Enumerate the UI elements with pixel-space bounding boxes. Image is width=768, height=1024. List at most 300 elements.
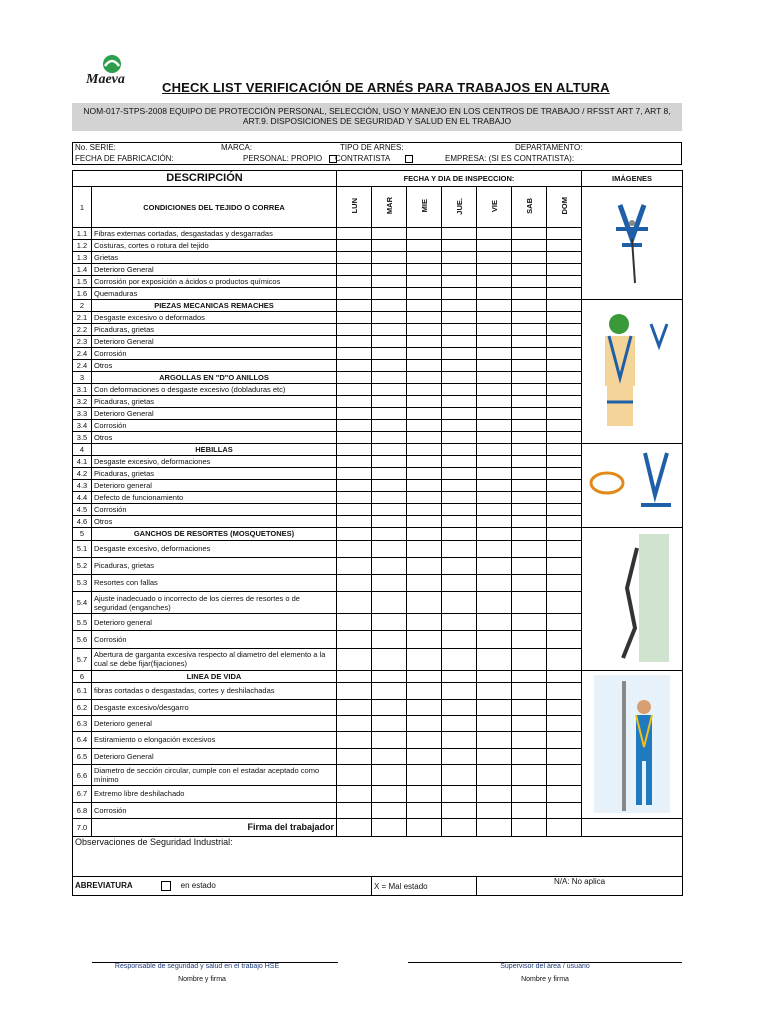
section-3-check-sab[interactable] (512, 372, 547, 384)
firma-check-sab[interactable] (512, 819, 547, 837)
item-1.6-check-lun[interactable] (337, 288, 372, 300)
item-6.1-check-dom[interactable] (547, 683, 582, 699)
item-6.6-check-vie[interactable] (477, 764, 512, 785)
item-4.4-check-lun[interactable] (337, 492, 372, 504)
item-2.4-check-mar[interactable] (372, 360, 407, 372)
section-5-check-mar[interactable] (372, 528, 407, 541)
item-1.4-check-lun[interactable] (337, 264, 372, 276)
section-2-check-lun[interactable] (337, 300, 372, 312)
section-5-check-vie[interactable] (477, 528, 512, 541)
item-2.1-check-lun[interactable] (337, 312, 372, 324)
section-3-check-mie[interactable] (407, 372, 442, 384)
item-4.3-check-vie[interactable] (477, 480, 512, 492)
item-3.4-check-mar[interactable] (372, 420, 407, 432)
item-2.3-check-sab[interactable] (512, 336, 547, 348)
item-3.3-check-mie[interactable] (407, 408, 442, 420)
item-2.2-check-sab[interactable] (512, 324, 547, 336)
item-4.4-check-mar[interactable] (372, 492, 407, 504)
item-3.1-check-lun[interactable] (337, 384, 372, 396)
item-5.6-check-jue[interactable] (442, 631, 477, 648)
item-6.5-check-vie[interactable] (477, 748, 512, 764)
item-2.4-check-jue[interactable] (442, 348, 477, 360)
item-4.6-check-jue[interactable] (442, 516, 477, 528)
item-5.2-check-mar[interactable] (372, 557, 407, 574)
section-2-check-vie[interactable] (477, 300, 512, 312)
item-5.3-check-sab[interactable] (512, 574, 547, 591)
item-4.6-check-mie[interactable] (407, 516, 442, 528)
item-4.5-check-sab[interactable] (512, 504, 547, 516)
section-2-check-mar[interactable] (372, 300, 407, 312)
item-2.4-check-lun[interactable] (337, 348, 372, 360)
item-6.4-check-mar[interactable] (372, 732, 407, 748)
section-6-check-sab[interactable] (512, 671, 547, 683)
item-3.2-check-mar[interactable] (372, 396, 407, 408)
item-2.3-check-lun[interactable] (337, 336, 372, 348)
item-4.1-check-mar[interactable] (372, 456, 407, 468)
item-1.3-check-mar[interactable] (372, 252, 407, 264)
item-6.4-check-jue[interactable] (442, 732, 477, 748)
item-4.1-check-vie[interactable] (477, 456, 512, 468)
item-2.1-check-jue[interactable] (442, 312, 477, 324)
item-3.3-check-vie[interactable] (477, 408, 512, 420)
section-6-check-dom[interactable] (547, 671, 582, 683)
item-2.2-check-mar[interactable] (372, 324, 407, 336)
section-4-check-jue[interactable] (442, 444, 477, 456)
item-6.3-check-mar[interactable] (372, 715, 407, 731)
item-6.8-check-vie[interactable] (477, 802, 512, 818)
item-2.3-check-mie[interactable] (407, 336, 442, 348)
section-3-check-mar[interactable] (372, 372, 407, 384)
item-5.1-check-mie[interactable] (407, 540, 442, 557)
item-6.3-check-jue[interactable] (442, 715, 477, 731)
item-4.5-check-lun[interactable] (337, 504, 372, 516)
item-6.7-check-jue[interactable] (442, 786, 477, 802)
item-1.4-check-mie[interactable] (407, 264, 442, 276)
item-4.2-check-sab[interactable] (512, 468, 547, 480)
item-6.2-check-sab[interactable] (512, 699, 547, 715)
item-5.4-check-mar[interactable] (372, 591, 407, 613)
item-1.5-check-mie[interactable] (407, 276, 442, 288)
item-4.6-check-lun[interactable] (337, 516, 372, 528)
item-1.3-check-lun[interactable] (337, 252, 372, 264)
item-2.3-check-vie[interactable] (477, 336, 512, 348)
item-5.1-check-sab[interactable] (512, 540, 547, 557)
item-5.3-check-dom[interactable] (547, 574, 582, 591)
item-4.5-check-mie[interactable] (407, 504, 442, 516)
en-estado-checkbox[interactable] (161, 881, 171, 891)
item-6.1-check-lun[interactable] (337, 683, 372, 699)
item-6.8-check-mie[interactable] (407, 802, 442, 818)
item-3.3-check-mar[interactable] (372, 408, 407, 420)
item-4.5-check-jue[interactable] (442, 504, 477, 516)
section-4-check-sab[interactable] (512, 444, 547, 456)
item-4.3-check-mar[interactable] (372, 480, 407, 492)
item-2.1-check-vie[interactable] (477, 312, 512, 324)
item-1.2-check-mar[interactable] (372, 240, 407, 252)
item-5.2-check-dom[interactable] (547, 557, 582, 574)
item-6.6-check-lun[interactable] (337, 764, 372, 785)
item-6.5-check-dom[interactable] (547, 748, 582, 764)
item-5.1-check-mar[interactable] (372, 540, 407, 557)
item-3.3-check-sab[interactable] (512, 408, 547, 420)
item-3.1-check-dom[interactable] (547, 384, 582, 396)
item-3.1-check-sab[interactable] (512, 384, 547, 396)
item-3.5-check-mar[interactable] (372, 432, 407, 444)
item-1.2-check-lun[interactable] (337, 240, 372, 252)
item-5.3-check-mie[interactable] (407, 574, 442, 591)
item-4.2-check-mar[interactable] (372, 468, 407, 480)
item-6.4-check-dom[interactable] (547, 732, 582, 748)
item-3.2-check-jue[interactable] (442, 396, 477, 408)
item-2.4-check-mie[interactable] (407, 360, 442, 372)
item-1.1-check-vie[interactable] (477, 228, 512, 240)
item-5.4-check-lun[interactable] (337, 591, 372, 613)
item-3.5-check-mie[interactable] (407, 432, 442, 444)
item-2.4-check-dom[interactable] (547, 360, 582, 372)
section-3-check-vie[interactable] (477, 372, 512, 384)
item-5.3-check-mar[interactable] (372, 574, 407, 591)
firma-check-jue[interactable] (442, 819, 477, 837)
item-6.2-check-lun[interactable] (337, 699, 372, 715)
item-6.5-check-mie[interactable] (407, 748, 442, 764)
item-3.1-check-jue[interactable] (442, 384, 477, 396)
section-5-check-sab[interactable] (512, 528, 547, 541)
item-2.3-check-mar[interactable] (372, 336, 407, 348)
item-6.6-check-sab[interactable] (512, 764, 547, 785)
item-1.3-check-mie[interactable] (407, 252, 442, 264)
item-3.1-check-mie[interactable] (407, 384, 442, 396)
item-2.1-check-sab[interactable] (512, 312, 547, 324)
item-5.3-check-vie[interactable] (477, 574, 512, 591)
item-1.2-check-mie[interactable] (407, 240, 442, 252)
item-6.1-check-sab[interactable] (512, 683, 547, 699)
item-4.4-check-dom[interactable] (547, 492, 582, 504)
item-6.5-check-sab[interactable] (512, 748, 547, 764)
section-3-check-jue[interactable] (442, 372, 477, 384)
item-3.2-check-mie[interactable] (407, 396, 442, 408)
item-6.3-check-sab[interactable] (512, 715, 547, 731)
item-5.5-check-mar[interactable] (372, 614, 407, 631)
firma-check-dom[interactable] (547, 819, 582, 837)
item-2.4-check-mie[interactable] (407, 348, 442, 360)
item-5.5-check-sab[interactable] (512, 614, 547, 631)
item-3.4-check-mie[interactable] (407, 420, 442, 432)
item-2.2-check-mie[interactable] (407, 324, 442, 336)
item-5.7-check-mie[interactable] (407, 648, 442, 670)
item-5.1-check-dom[interactable] (547, 540, 582, 557)
section-3-check-dom[interactable] (547, 372, 582, 384)
item-1.3-check-sab[interactable] (512, 252, 547, 264)
item-1.1-check-lun[interactable] (337, 228, 372, 240)
section-5-check-mie[interactable] (407, 528, 442, 541)
item-1.2-check-vie[interactable] (477, 240, 512, 252)
item-4.3-check-mie[interactable] (407, 480, 442, 492)
item-1.2-check-jue[interactable] (442, 240, 477, 252)
item-3.1-check-mar[interactable] (372, 384, 407, 396)
item-5.4-check-mie[interactable] (407, 591, 442, 613)
item-6.1-check-mie[interactable] (407, 683, 442, 699)
item-6.1-check-mar[interactable] (372, 683, 407, 699)
item-3.3-check-dom[interactable] (547, 408, 582, 420)
item-5.6-check-mie[interactable] (407, 631, 442, 648)
item-6.3-check-lun[interactable] (337, 715, 372, 731)
item-3.2-check-vie[interactable] (477, 396, 512, 408)
item-6.3-check-vie[interactable] (477, 715, 512, 731)
item-2.2-check-lun[interactable] (337, 324, 372, 336)
section-2-check-sab[interactable] (512, 300, 547, 312)
item-1.1-check-jue[interactable] (442, 228, 477, 240)
section-6-check-jue[interactable] (442, 671, 477, 683)
item-2.4-check-vie[interactable] (477, 360, 512, 372)
item-1.4-check-dom[interactable] (547, 264, 582, 276)
item-4.1-check-lun[interactable] (337, 456, 372, 468)
item-2.4-check-mar[interactable] (372, 348, 407, 360)
item-5.7-check-sab[interactable] (512, 648, 547, 670)
section-4-check-mar[interactable] (372, 444, 407, 456)
item-5.4-check-sab[interactable] (512, 591, 547, 613)
item-6.4-check-mie[interactable] (407, 732, 442, 748)
item-5.4-check-jue[interactable] (442, 591, 477, 613)
item-6.8-check-sab[interactable] (512, 802, 547, 818)
item-1.4-check-vie[interactable] (477, 264, 512, 276)
item-6.7-check-sab[interactable] (512, 786, 547, 802)
item-1.5-check-lun[interactable] (337, 276, 372, 288)
item-2.4-check-jue[interactable] (442, 360, 477, 372)
item-6.4-check-vie[interactable] (477, 732, 512, 748)
section-4-check-lun[interactable] (337, 444, 372, 456)
item-1.3-check-dom[interactable] (547, 252, 582, 264)
item-5.2-check-jue[interactable] (442, 557, 477, 574)
item-5.1-check-lun[interactable] (337, 540, 372, 557)
item-1.1-check-mie[interactable] (407, 228, 442, 240)
item-3.5-check-vie[interactable] (477, 432, 512, 444)
item-4.1-check-sab[interactable] (512, 456, 547, 468)
item-1.5-check-sab[interactable] (512, 276, 547, 288)
item-5.2-check-vie[interactable] (477, 557, 512, 574)
item-4.4-check-sab[interactable] (512, 492, 547, 504)
item-2.4-check-sab[interactable] (512, 360, 547, 372)
item-6.8-check-dom[interactable] (547, 802, 582, 818)
item-4.2-check-lun[interactable] (337, 468, 372, 480)
item-6.4-check-lun[interactable] (337, 732, 372, 748)
item-5.7-check-jue[interactable] (442, 648, 477, 670)
item-1.4-check-mar[interactable] (372, 264, 407, 276)
item-2.1-check-mar[interactable] (372, 312, 407, 324)
item-6.2-check-mar[interactable] (372, 699, 407, 715)
item-6.7-check-dom[interactable] (547, 786, 582, 802)
item-5.6-check-dom[interactable] (547, 631, 582, 648)
item-5.6-check-vie[interactable] (477, 631, 512, 648)
item-6.2-check-vie[interactable] (477, 699, 512, 715)
item-5.2-check-sab[interactable] (512, 557, 547, 574)
item-3.2-check-lun[interactable] (337, 396, 372, 408)
item-1.5-check-vie[interactable] (477, 276, 512, 288)
item-5.5-check-vie[interactable] (477, 614, 512, 631)
item-5.1-check-jue[interactable] (442, 540, 477, 557)
item-3.4-check-jue[interactable] (442, 420, 477, 432)
section-6-check-lun[interactable] (337, 671, 372, 683)
section-4-check-mie[interactable] (407, 444, 442, 456)
firma-check-vie[interactable] (477, 819, 512, 837)
section-4-check-dom[interactable] (547, 444, 582, 456)
section-6-check-mie[interactable] (407, 671, 442, 683)
item-6.7-check-mie[interactable] (407, 786, 442, 802)
item-4.3-check-jue[interactable] (442, 480, 477, 492)
firma-check-lun[interactable] (337, 819, 372, 837)
section-5-check-jue[interactable] (442, 528, 477, 541)
item-2.4-check-dom[interactable] (547, 348, 582, 360)
item-6.8-check-jue[interactable] (442, 802, 477, 818)
item-5.3-check-jue[interactable] (442, 574, 477, 591)
item-4.5-check-mar[interactable] (372, 504, 407, 516)
item-4.5-check-dom[interactable] (547, 504, 582, 516)
item-6.6-check-mar[interactable] (372, 764, 407, 785)
item-4.4-check-mie[interactable] (407, 492, 442, 504)
item-1.3-check-vie[interactable] (477, 252, 512, 264)
item-1.2-check-sab[interactable] (512, 240, 547, 252)
item-3.2-check-dom[interactable] (547, 396, 582, 408)
item-4.5-check-vie[interactable] (477, 504, 512, 516)
item-1.6-check-dom[interactable] (547, 288, 582, 300)
item-6.5-check-jue[interactable] (442, 748, 477, 764)
item-4.3-check-dom[interactable] (547, 480, 582, 492)
item-4.3-check-lun[interactable] (337, 480, 372, 492)
item-4.2-check-vie[interactable] (477, 468, 512, 480)
firma-check-mie[interactable] (407, 819, 442, 837)
section-5-check-dom[interactable] (547, 528, 582, 541)
item-5.5-check-dom[interactable] (547, 614, 582, 631)
section-4-check-vie[interactable] (477, 444, 512, 456)
item-5.4-check-dom[interactable] (547, 591, 582, 613)
item-5.7-check-dom[interactable] (547, 648, 582, 670)
item-4.2-check-mie[interactable] (407, 468, 442, 480)
contratista-checkbox[interactable] (405, 155, 413, 163)
item-4.2-check-jue[interactable] (442, 468, 477, 480)
item-3.3-check-lun[interactable] (337, 408, 372, 420)
item-6.5-check-mar[interactable] (372, 748, 407, 764)
item-6.3-check-mie[interactable] (407, 715, 442, 731)
item-3.2-check-sab[interactable] (512, 396, 547, 408)
observaciones-field[interactable]: Observaciones de Seguridad Industrial: (73, 837, 683, 877)
firma-check-mar[interactable] (372, 819, 407, 837)
item-5.6-check-lun[interactable] (337, 631, 372, 648)
item-1.6-check-mar[interactable] (372, 288, 407, 300)
item-5.1-check-vie[interactable] (477, 540, 512, 557)
item-1.4-check-jue[interactable] (442, 264, 477, 276)
item-2.2-check-jue[interactable] (442, 324, 477, 336)
item-4.6-check-vie[interactable] (477, 516, 512, 528)
section-6-check-vie[interactable] (477, 671, 512, 683)
item-6.6-check-dom[interactable] (547, 764, 582, 785)
item-3.4-check-dom[interactable] (547, 420, 582, 432)
item-6.7-check-lun[interactable] (337, 786, 372, 802)
section-2-check-mie[interactable] (407, 300, 442, 312)
item-1.6-check-jue[interactable] (442, 288, 477, 300)
item-2.3-check-dom[interactable] (547, 336, 582, 348)
item-3.5-check-sab[interactable] (512, 432, 547, 444)
item-3.4-check-vie[interactable] (477, 420, 512, 432)
item-4.3-check-sab[interactable] (512, 480, 547, 492)
item-3.4-check-lun[interactable] (337, 420, 372, 432)
item-1.1-check-dom[interactable] (547, 228, 582, 240)
item-1.1-check-sab[interactable] (512, 228, 547, 240)
item-5.6-check-sab[interactable] (512, 631, 547, 648)
item-1.6-check-vie[interactable] (477, 288, 512, 300)
section-5-check-lun[interactable] (337, 528, 372, 541)
item-1.2-check-dom[interactable] (547, 240, 582, 252)
item-5.5-check-jue[interactable] (442, 614, 477, 631)
item-6.5-check-lun[interactable] (337, 748, 372, 764)
item-5.7-check-lun[interactable] (337, 648, 372, 670)
item-4.2-check-dom[interactable] (547, 468, 582, 480)
item-2.1-check-dom[interactable] (547, 312, 582, 324)
item-6.8-check-mar[interactable] (372, 802, 407, 818)
item-1.5-check-mar[interactable] (372, 276, 407, 288)
item-4.4-check-vie[interactable] (477, 492, 512, 504)
item-1.3-check-jue[interactable] (442, 252, 477, 264)
item-2.4-check-lun[interactable] (337, 360, 372, 372)
item-4.1-check-dom[interactable] (547, 456, 582, 468)
item-6.2-check-dom[interactable] (547, 699, 582, 715)
item-6.2-check-mie[interactable] (407, 699, 442, 715)
item-2.3-check-jue[interactable] (442, 336, 477, 348)
item-2.2-check-vie[interactable] (477, 324, 512, 336)
section-6-check-mar[interactable] (372, 671, 407, 683)
item-6.4-check-sab[interactable] (512, 732, 547, 748)
item-2.4-check-vie[interactable] (477, 348, 512, 360)
item-1.6-check-mie[interactable] (407, 288, 442, 300)
item-6.1-check-vie[interactable] (477, 683, 512, 699)
item-3.4-check-sab[interactable] (512, 420, 547, 432)
item-6.1-check-jue[interactable] (442, 683, 477, 699)
item-4.1-check-jue[interactable] (442, 456, 477, 468)
item-1.1-check-mar[interactable] (372, 228, 407, 240)
item-5.7-check-mar[interactable] (372, 648, 407, 670)
item-5.6-check-mar[interactable] (372, 631, 407, 648)
item-3.5-check-dom[interactable] (547, 432, 582, 444)
item-6.8-check-lun[interactable] (337, 802, 372, 818)
item-6.7-check-mar[interactable] (372, 786, 407, 802)
item-4.6-check-dom[interactable] (547, 516, 582, 528)
section-3-check-lun[interactable] (337, 372, 372, 384)
item-4.6-check-sab[interactable] (512, 516, 547, 528)
item-2.1-check-mie[interactable] (407, 312, 442, 324)
item-1.5-check-dom[interactable] (547, 276, 582, 288)
item-6.7-check-vie[interactable] (477, 786, 512, 802)
item-2.4-check-sab[interactable] (512, 348, 547, 360)
item-6.6-check-jue[interactable] (442, 764, 477, 785)
item-4.4-check-jue[interactable] (442, 492, 477, 504)
item-1.6-check-sab[interactable] (512, 288, 547, 300)
item-1.4-check-sab[interactable] (512, 264, 547, 276)
item-3.1-check-vie[interactable] (477, 384, 512, 396)
item-3.5-check-jue[interactable] (442, 432, 477, 444)
item-6.6-check-mie[interactable] (407, 764, 442, 785)
section-2-check-jue[interactable] (442, 300, 477, 312)
item-5.5-check-lun[interactable] (337, 614, 372, 631)
item-4.1-check-mie[interactable] (407, 456, 442, 468)
item-5.2-check-lun[interactable] (337, 557, 372, 574)
item-1.5-check-jue[interactable] (442, 276, 477, 288)
item-6.3-check-dom[interactable] (547, 715, 582, 731)
item-5.2-check-mie[interactable] (407, 557, 442, 574)
item-6.2-check-jue[interactable] (442, 699, 477, 715)
section-2-check-dom[interactable] (547, 300, 582, 312)
item-5.7-check-vie[interactable] (477, 648, 512, 670)
item-5.3-check-lun[interactable] (337, 574, 372, 591)
item-2.2-check-dom[interactable] (547, 324, 582, 336)
item-5.5-check-mie[interactable] (407, 614, 442, 631)
